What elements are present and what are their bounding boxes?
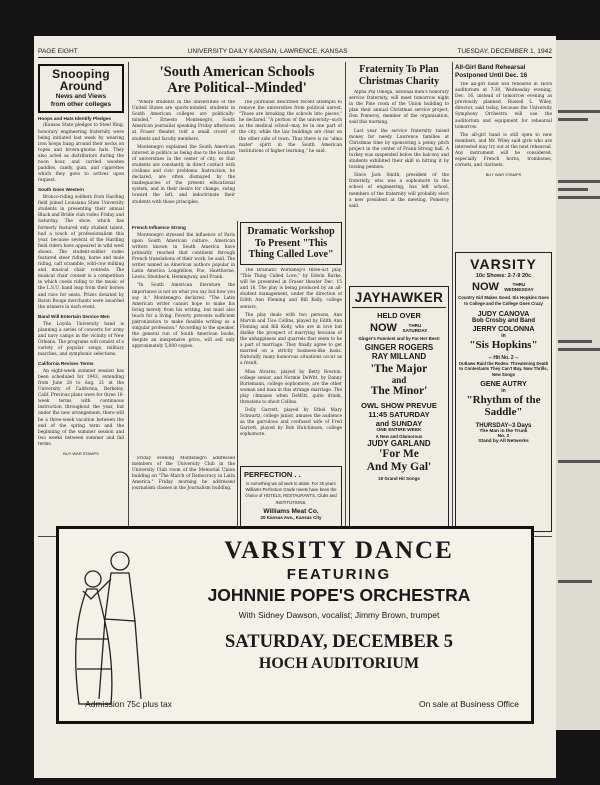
page-number: PAGE EIGHT — [38, 48, 78, 55]
fraternity-paragraph: Alpha Phi Omega, national men's honorary service fraternity, will meet tomorrow night in the Pine room of the Union building to plan their annual Christmas service project, Don Pomeroy, member of the organization, said this morning. — [349, 90, 449, 126]
dramatic-body — [240, 268, 342, 464]
perfection-address: 20 Kansas Ave., Kansas City — [260, 514, 322, 520]
varsity-film2: "Rhythm of the — [466, 393, 541, 406]
dramatic-headline — [240, 222, 342, 265]
band-paragraph: The all-girl band is still open to new members, and Mr. Wiley said girls who are interested may try out at the next rehearsal. Any instrument will be considered, especially French horns, trombones, cornets, and clarinets. — [455, 132, 552, 169]
item-headline: South Goes Western — [38, 187, 85, 193]
varsity-ad — [455, 252, 552, 532]
column-rule — [237, 221, 238, 533]
perfection-ad — [240, 466, 342, 532]
story-paragraph: Friday evening Montenegro addressed members of the University Club in the University Club room of the Memorial Union building on "The March of Democracy in Latin America." Friday morning he addressed journalism classes in the Journalism building. — [132, 456, 235, 492]
varsity-thursday: THURSDAY--3 Days — [475, 423, 532, 430]
varsity-in: in — [501, 387, 506, 394]
dancing-couple-illustration — [65, 539, 151, 709]
item-headline: Band Will Entertain Service Men — [38, 313, 110, 319]
column-rule — [128, 62, 129, 532]
snooping-logo — [38, 64, 124, 113]
item-headline: Hoops and Hats Identify Pledges — [38, 115, 111, 121]
dramatic-title-3: Thing Called Love" — [248, 249, 334, 260]
varsity-now: NOW — [472, 281, 499, 293]
story-paragraph: Montenegro stressed the influence of Paris upon South American culture. American writers known in South America have primarily reached that continent through French translations of their work, he said. The writer named as American authors popular in Latin America Longfellow, Poe, Hawthorne, Lewis, Steinbeck, Hemingway, and Frank. — [132, 232, 235, 281]
dance-date: SATURDAY, DECEMBER 5 — [224, 632, 454, 652]
varsity-star: JERRY COLONNA — [472, 323, 535, 333]
jayhawker-thru: THRU SATURDAY — [402, 322, 428, 333]
story-paragraph: "In South American literature the importance is not on what you say but how you say it," Montenegro declared. "The Latin American writer cannot hope to make his living merely from his writing, but must also teach for a living. Poverty prevents sufficient patronization to make feasible writing as a singular profession." According to the speaker, the general run of South American books, despite an inexpensive price, will sell only approximately 5,000 copies. — [132, 283, 235, 350]
jayhawker-star: JUDY GARLAND — [367, 439, 431, 449]
story-paragraph: The journalist described recent attempts to remove the universities from political unrest, "Those are breaking the schools into pieces," he declared. "A portion of the university--such as the medical school--may be in one part of the city, while the law buildings are clear on the other side of town. Thus there is no 'alma mater' spirit in the South American institutions of higher learning," he said. — [239, 100, 342, 154]
issue-date: TUESDAY, DECEMBER 1, 1942 — [457, 48, 552, 55]
varsity-star: GENE AUTRY — [480, 378, 527, 388]
story-title: 'South American Schools — [159, 64, 315, 80]
dramatic-paragraph: Miss Alvarez, played by Betty Rowton, college senior, and Normie DeWitt, by Danny Burlemann, college sophomore, are the other woman and man in this strange marriage. The play climaxes when DeWitt, quite drunk, threatens to shoot Collins. — [240, 369, 342, 405]
jayhawker-now: NOW — [370, 322, 397, 334]
paper-name: UNIVERSITY DAILY KANSAN, LAWRENCE, KANSAS — [187, 48, 348, 55]
jayhawker-film2: 'For Me — [379, 448, 419, 461]
item-body: An eight-week summer session has been scheduled for 1943, extending from June 28 to Aug. 21 at the University of California, Berkeley, Calif. Previous plans were for three 16-week terms with continuous instruction throughout the year, but under the new arrangement, there will be a three-week vacation between the end of the spring term and the beginning of the summer session and two weeks between summer and fall terms. — [38, 368, 124, 447]
dramatic-paragraph: The play deals with two persons, Ann Marvin and Tice Collins, played by Edith Ann Fleming and Bill Kelly, who are in love but dislike the prospect of marrying because of the unhappiness and quarrels that seem to be a part of marriage. They finally agree to get married on a strictly business-like basis. Naturally, many humorous situations occur as a result. — [240, 312, 342, 367]
masthead — [38, 48, 552, 58]
jayhawker-star: GINGER ROGERS — [364, 343, 434, 352]
jayhawker-songs: 19 Grand Hit Songs — [378, 475, 420, 481]
jayhawker-film: 'The Major — [370, 363, 428, 375]
snooping-title: Snooping — [52, 67, 110, 81]
band-title: All-Girl Band Rehearsal — [455, 64, 526, 71]
fraternity-paragraph: Last year the service fraternity raised money for needy Lawrence families at Christmas time by sponsoring a penny pitch project in the center of Frank Strong hall. A turkey was suspended below the balcony and students exhibited their skill in hitting it by tossing pennies. — [349, 128, 449, 171]
story-lead — [132, 100, 235, 220]
varsity-name: VARSITY — [470, 256, 537, 272]
dance-place: HOCH AUDITORIUM — [258, 655, 420, 672]
story-subhead: French Influence Strong — [132, 225, 186, 230]
snooping-title-2: Around — [59, 79, 103, 93]
owl-show-week: ONE ENTIRE WEEK — [376, 428, 422, 434]
dramatic-title: Dramatic Workshop — [247, 226, 335, 237]
varsity-stand: Stand by All Networks — [478, 439, 529, 445]
jayhawker-held-over: HELD OVER — [377, 311, 421, 320]
dance-admission: Admission 75c plus tax — [85, 699, 172, 709]
item-body: (Kansas State pledges to Steel Ring, honorary engineering fraternity were being initiated last week by wearing iron hoops hung around their necks on ropes and brown-gnome hats. They also acted as distributors during the noon hour, and carried wooden paddles, candy, gum, and cigarettes which they gave to actives upon request. — [38, 123, 124, 184]
varsity-tagline-2: Outlaws Raid the Rodeo. Threatening Death to Contestants They Can't Buy. Now Thrills, New Songs — [458, 360, 549, 378]
jayhawker-star: RAY MILLAND — [371, 352, 427, 361]
jayhawker-film-3: The Minor' — [370, 384, 428, 397]
fraternity-paragraph: Since Jack Smith, president of the fraternity, who was a sophomore in the school of engineering, has left school, members of the fraternity will probably elect a new president at the meeting, Pomeroy said. — [349, 173, 449, 209]
story-paragraph: Montenegro explained the South American interest in politics as being due to the location of universities in the center of city, so that students are constantly in direct contact with civilians and civic problems. Instruction, he declared, are often dismayed by the inadequacies of the present educational system, and in their desire for change, swing toward the left, and indoctrinate their students with those principles. — [132, 144, 235, 205]
band-body — [455, 82, 552, 250]
item-body: Bronco-riding soldiers from Harding field joined Louisiana State University students in presenting their annual Black and Bridle club rodeo Friday and Saturday. The show, which has formerly featured only student talent, had a touch of professionalism this year, because several of the Harding field riders have appeared in wild west shows. The student-soldier rodeo featured steer riding, horse and mule riding, calf scramble, wild-cow milking and musical chair contests. The musical chair contest is a competition in which coeds riding to the music of the L.S.U. band leap from their horses and race for seats. Prizes donated by Baton Rouge merchants were awarded the winners in each event. — [38, 195, 124, 310]
owl-show-day: and SUNDAY — [375, 419, 423, 429]
item-headline: California Revises Terms — [38, 361, 94, 367]
dramatic-paragraph: The Dramatic Workshop's three-act play, "This Thing Called Love," by Edwin Burke, will be presented in Fraser theater Dec. 15 and 16. The play is being produced by an all-student management, under the direction of Edith Ann Fleming and Bill Kelly, college seniors. — [240, 268, 342, 310]
band-title-2: Postponed Until Dec. 16 — [455, 72, 528, 80]
war-stamps-banner: BUY WAR STAMPS — [63, 450, 99, 456]
band-headline — [455, 64, 552, 80]
varsity-film2-2: Saddle" — [484, 406, 523, 419]
jayhawker-film2-2: And My Gal' — [366, 460, 432, 473]
dance-sale-location: On sale at Business Office — [418, 699, 519, 709]
perfection-company: Williams Meat Co. — [263, 507, 319, 515]
story-lead-2 — [239, 100, 342, 220]
fraternity-title: Fraternity To Plan — [359, 64, 439, 75]
jayhawker-ad — [349, 286, 449, 532]
owl-show: OWL SHOW PREVUE — [361, 401, 437, 411]
jayhawker-tagline-2: A New and Glamorous — [375, 434, 423, 440]
perfection-title: PERFECTION . . — [244, 470, 301, 479]
dance-featuring: FEATURING — [286, 566, 392, 583]
jayhawker-tagline: Ginger's Funniest and by Far Her Best! — [358, 336, 440, 341]
varsity-film: "Sis Hopkins" — [469, 338, 538, 351]
column-rule — [452, 62, 453, 532]
fraternity-title-2: Christmas Charity — [358, 75, 440, 87]
dance-title: VARSITY DANCE — [224, 537, 454, 564]
dramatic-paragraph: Dolly Garrett, played by Ethel Mary Schwartz, college junior, amuses the audience as the garrulous and confused wife of Fred Garrett, played by Bob Hutchinson, college sophomore. — [240, 408, 342, 438]
dance-text — [155, 537, 523, 673]
column-rule — [345, 62, 346, 532]
varsity-star: JUDY CANOVA — [477, 308, 530, 318]
snooping-subtitle-2: from other colleges — [50, 100, 112, 108]
story-col-a-end — [132, 456, 235, 534]
fraternity-headline — [349, 64, 449, 87]
varsity-in: in — [501, 332, 506, 339]
dramatic-title-2: To Present "This — [254, 237, 328, 249]
snooping-subtitle: News and Views — [55, 93, 107, 101]
dance-orchestra: JOHNNIE POPE'S ORCHESTRA — [207, 585, 471, 605]
band-paragraph: The all-girl band will rehearse in Hoch auditorium at 7:30, Wednesday evening, Dec. 16, instead of tomorrow evening as previously planned, Russell L. Wiley, director, said today, because the University Symphony Orchestra will use the auditorium and equipment for rehearsal tomorrow. — [455, 82, 552, 130]
war-stamps-banner: BUY WAR STAMPS — [485, 172, 522, 178]
varsity-hit2: -- Hit No. 2 -- — [488, 354, 519, 361]
story-title-2: Are Political--Minded' — [167, 80, 307, 97]
fraternity-body — [349, 90, 449, 282]
varsity-dance-ad — [56, 526, 534, 724]
story-headline — [132, 64, 342, 96]
adjacent-page-edge — [556, 40, 600, 730]
varsity-tagline: Country Girl Makes Good. Sis Hopkins Goes to College and the College Goes Crazy — [458, 295, 549, 306]
jayhawker-name: JAYHAWKER — [352, 290, 446, 308]
jayhawker-film-2: and — [391, 374, 407, 385]
varsity-price: 10c Shows: 2-7-9 20c — [475, 273, 532, 279]
owl-show-time: 11:45 SATURDAY — [368, 410, 430, 420]
dance-vocalist: With Sidney Dawson, vocalist; Jimmy Brown, trumpet — [238, 610, 440, 620]
story-paragraph: "Where students in the universities of the United States are sports-minded, students in South American colleges are politically-minded," Ernesto Montenegro, South American journalist speaking Friday afternoon at Fraser theater, told a small crowd of students and faculty members. — [132, 100, 235, 142]
varsity-no2: No. 2 — [497, 434, 510, 440]
varsity-thru: THRU WEDNESDAY — [504, 281, 534, 292]
item-body: The Loyola University band is planning a series of concerts for army and navy camps in the vicinity of New Orleans. The programs will consist of a variety of popular songs, military marches, and symphonic selections. — [38, 321, 124, 357]
snooping-column — [38, 64, 124, 534]
varsity-star: Bob Crosby and Band — [471, 317, 535, 324]
varsity-thu-film: The Man in the Trunk — [479, 429, 528, 435]
perfection-body: is something we all seek to attain. For 35 years Williams Perfection Grade meets have been the choice of HOTELS, RESTAURANTS, Clubs and INSTITUTIONS. — [245, 481, 337, 505]
